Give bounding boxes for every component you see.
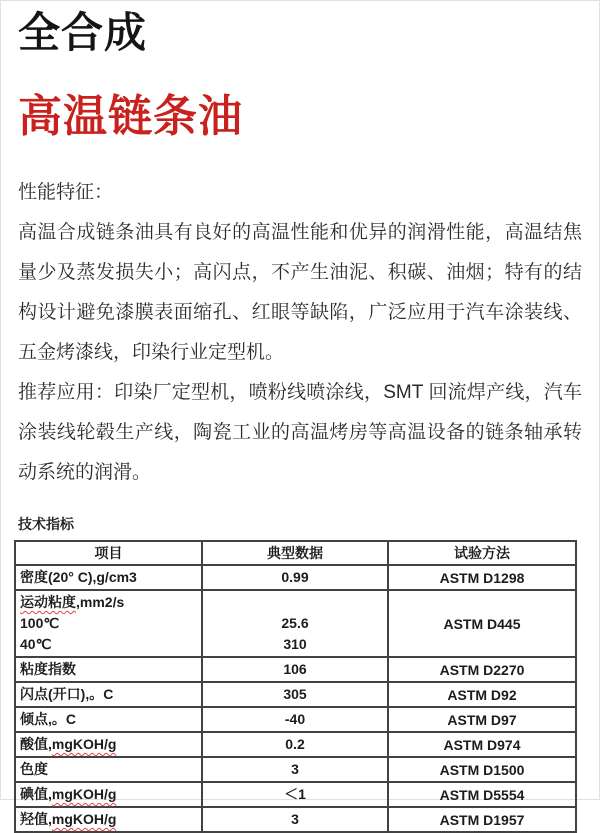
spec-row-0 <box>15 565 576 590</box>
spec-item-cell: 闪点(开口),。C <box>15 682 202 707</box>
spec-row-5 <box>15 732 576 757</box>
spec-row-8 <box>15 807 576 832</box>
performance-section-label: 性能特征： <box>18 182 114 203</box>
spec-method-cell: ASTM D97 <box>388 707 576 732</box>
spec-value-cell: 25.6 310 <box>202 590 388 657</box>
spec-method-cell: ASTM D974 <box>388 732 576 757</box>
spec-row-2 <box>15 657 576 682</box>
spec-method-cell: ASTM D5554 <box>388 782 576 807</box>
applications-paragraph: 推荐应用：印染厂定型机，喷粉线喷涂线，SMT 回流焊产线，汽车涂装线轮毂生产线，陶瓷工业的高温烤房等高温设备的链条轴承转动系统的润滑。 <box>18 382 582 483</box>
spellcheck-underline: mgKOH/g <box>51 736 117 752</box>
spec-value-cell: 0.2 <box>202 732 388 757</box>
spec-value-cell: 106 <box>202 657 388 682</box>
spec-col-header-2: 试验方法 <box>388 541 576 565</box>
spec-item-cell: 粘度指数 <box>15 657 202 682</box>
spec-value-cell: -40 <box>202 707 388 732</box>
spec-method-cell: ASTM D1500 <box>388 757 576 782</box>
spec-item-cell: 倾点,。C <box>15 707 202 732</box>
spec-item-cell: 运动粘度,mm2/s 100℃ 40℃ <box>15 590 202 657</box>
performance-paragraph: 高温合成链条油具有良好的高温性能和优异的润滑性能，高温结焦量少及蒸发损失小；高闪点，不产生油泥、积碳、油烟；特有的结构设计避免漆膜表面缩孔、红眼等缺陷，广泛应用于汽车涂装线、五金烤漆线，印染行业定型机。 <box>18 222 582 363</box>
spec-row-4 <box>15 707 576 732</box>
spec-item-cell: 密度(20° C),g/cm3 <box>15 565 202 590</box>
spec-table-header-row <box>15 541 576 565</box>
category-title: 全合成 <box>18 9 148 56</box>
spec-item-cell: 羟值,mgKOH/g <box>15 807 202 832</box>
spec-method-cell: ASTM D2270 <box>388 657 576 682</box>
spec-row-6 <box>15 757 576 782</box>
spellcheck-underline: 运动粘度 <box>20 594 76 610</box>
spec-row-7 <box>15 782 576 807</box>
spec-value-cell: 3 <box>202 807 388 832</box>
spec-method-cell: ASTM D1957 <box>388 807 576 832</box>
spec-row-1 <box>15 590 576 657</box>
spec-table-body <box>15 565 576 832</box>
spec-method-cell: ASTM D1298 <box>388 565 576 590</box>
spec-method-cell: ASTM D92 <box>388 682 576 707</box>
spec-item-cell: 碘值,mgKOH/g <box>15 782 202 807</box>
spellcheck-underline: mgKOH/g <box>51 786 117 802</box>
spec-item-cell: 酸值,mgKOH/g <box>15 732 202 757</box>
spec-table-head <box>15 541 576 565</box>
spec-item-cell: 色度 <box>15 757 202 782</box>
spec-method-cell: ASTM D445 <box>388 590 576 657</box>
spec-value-cell: ＜1 <box>202 782 388 807</box>
spec-value-cell: 3 <box>202 757 388 782</box>
spec-col-header-1: 典型数据 <box>202 541 388 565</box>
spellcheck-underline: mgKOH/g <box>51 811 117 827</box>
tech-spec-label: 技术指标 <box>18 516 74 532</box>
spec-row-3 <box>15 682 576 707</box>
product-title: 高温链条油 <box>18 92 243 141</box>
spec-value-cell: 305 <box>202 682 388 707</box>
spec-value-cell: 0.99 <box>202 565 388 590</box>
spec-col-header-0: 项目 <box>15 541 202 565</box>
spec-table <box>14 540 577 833</box>
